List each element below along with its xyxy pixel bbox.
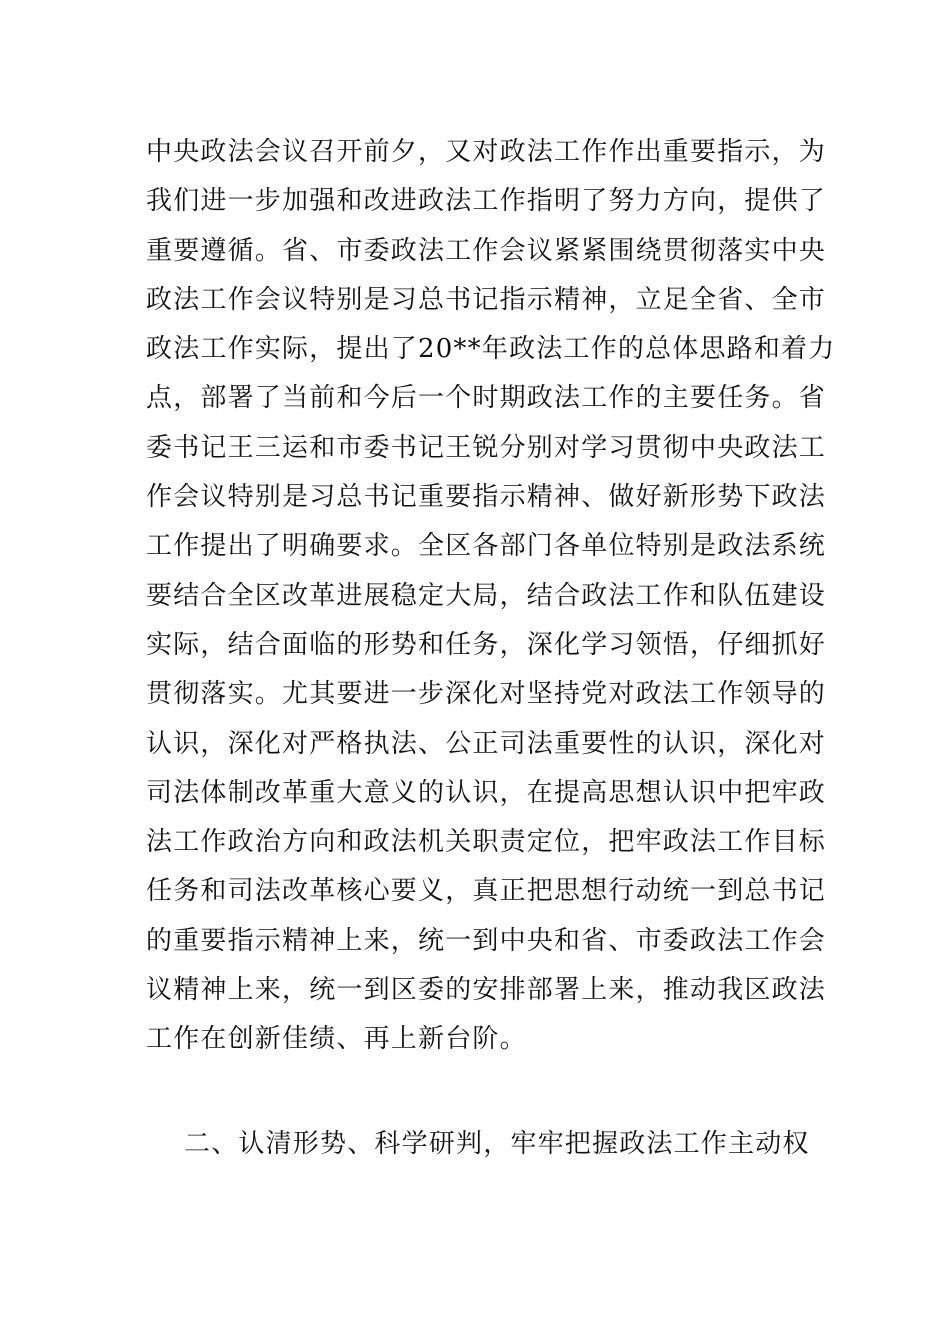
paragraph-line: 政法工作会议特别是习总书记指示精神，立足全省、全市	[146, 284, 827, 315]
paragraph-line: 中央政法会议召开前夕，又对政法工作作出重要指示，为	[146, 137, 827, 167]
paragraph-line: 实际，结合面临的形势和任务，深化学习领悟，仔细抓好	[146, 629, 827, 660]
paragraph-line: 司法体制改革重大意义的认识，在提高思想认识中把牢政	[146, 777, 827, 808]
paragraph-line: 工作在创新佳绩、再上新台阶。	[146, 1024, 527, 1055]
paragraph-line: 重要遵循。省、市委政法工作会议紧紧围绕贯彻落实中央	[146, 235, 827, 266]
paragraph-line: 委书记王三运和市委书记王锐分别对学习贯彻中央政法工	[146, 432, 827, 463]
paragraph-line: 政法工作实际，提出了20**年政法工作的总体思路和着力	[146, 334, 836, 365]
paragraph-line: 的重要指示精神上来，统一到中央和省、市委政法工作会	[146, 925, 827, 956]
body-paragraph	[146, 128, 836, 1065]
paragraph-line: 我们进一步加强和改进政法工作指明了努力方向，提供了	[146, 186, 827, 217]
paragraph-line: 贯彻落实。尤其要进一步深化对坚持党对政法工作领导的	[146, 679, 827, 710]
section-heading: 二、认清形势、科学研判，牢牢把握政法工作主动权	[184, 1129, 810, 1159]
paragraph-line: 要结合全区改革进展稳定大局，结合政法工作和队伍建设	[146, 580, 827, 611]
paragraph-line: 任务和司法改革核心要义，真正把思想行动统一到总书记	[146, 876, 827, 907]
paragraph-line: 工作提出了明确要求。全区各部门各单位特别是政法系统	[146, 531, 827, 562]
paragraph-line: 作会议特别是习总书记重要指示精神、做好新形势下政法	[146, 482, 827, 513]
paragraph-line: 认识，深化对严格执法、公正司法重要性的认识，深化对	[146, 728, 827, 759]
paragraph-line: 法工作政治方向和政法机关职责定位，把牢政法工作目标	[146, 827, 827, 858]
paragraph-line: 议精神上来，统一到区委的安排部署上来，推动我区政法	[146, 975, 827, 1006]
paragraph-line: 点，部署了当前和今后一个时期政法工作的主要任务。省	[146, 383, 827, 414]
